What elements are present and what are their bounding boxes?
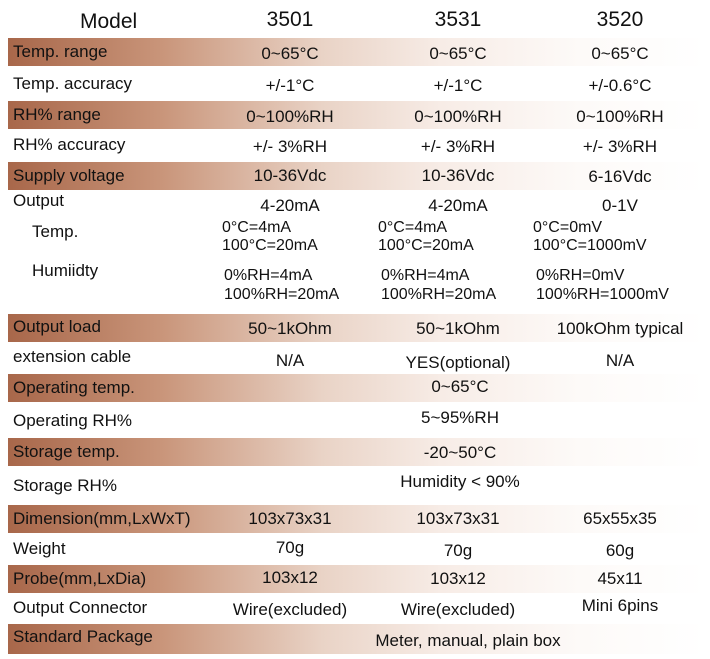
output-label: Output xyxy=(13,191,65,210)
rh-accuracy-row xyxy=(0,132,710,160)
row-label: Operating RH% xyxy=(13,411,133,430)
output-temp-3531-line1: 0°C=4mA xyxy=(378,219,448,236)
output-temp-3501-line2: 100°C=20mA xyxy=(222,237,318,254)
value-3520: Mini 6pins xyxy=(581,596,659,615)
value-3501: 0~65°C xyxy=(261,44,319,63)
row-label: Supply voltage xyxy=(13,166,125,185)
value-3501: 50~1kOhm xyxy=(248,319,332,338)
value-3531: 10-36Vdc xyxy=(421,166,495,185)
output-humidity-3501-line2: 100%RH=20mA xyxy=(224,286,340,303)
value-3531: 0~100%RH xyxy=(414,107,502,126)
value-3501: N/A xyxy=(275,351,305,370)
model-3520-header: 3520 xyxy=(596,8,644,31)
value-3531: 0~65°C xyxy=(429,44,487,63)
value-3520: 0~65°C xyxy=(591,44,649,63)
value-3501: +/-1°C xyxy=(265,76,315,95)
value-3531: 50~1kOhm xyxy=(416,319,500,338)
operating-temp-row xyxy=(0,374,710,402)
value-all-models: 0~65°C xyxy=(431,377,489,396)
temp-range-row xyxy=(0,38,710,66)
output-humidity-3520-line2: 100%RH=1000mV xyxy=(536,286,669,303)
output-temp-3520-line1: 0°C=0mV xyxy=(533,219,603,236)
model-3531-header: 3531 xyxy=(434,8,482,31)
row-label: Output load xyxy=(13,317,101,336)
output-temp-3520-line2: 100°C=1000mV xyxy=(533,237,647,254)
weight-row xyxy=(0,535,710,563)
output-value-3531: 4-20mA xyxy=(428,196,488,215)
value-3520: 45x11 xyxy=(597,569,643,588)
supply-voltage-row xyxy=(0,162,710,190)
rh-range-row xyxy=(0,101,710,129)
row-label: extension cable xyxy=(13,347,132,366)
row-label: Weight xyxy=(13,539,66,558)
value-all-models: Humidity < 90% xyxy=(400,472,520,491)
row-label: Operating temp. xyxy=(13,378,135,397)
output-connector-row xyxy=(0,595,710,623)
output-humidity-3501-line1: 0%RH=4mA xyxy=(224,267,313,284)
extension-cable-row xyxy=(0,344,710,372)
output-humidity-3531-line1: 0%RH=4mA xyxy=(381,267,470,284)
output-temp-label: Temp. xyxy=(32,222,79,241)
value-3501: Wire(excluded) xyxy=(232,600,348,619)
value-3531: 103x73x31 xyxy=(416,509,500,528)
output-humidity-3531-line2: 100%RH=20mA xyxy=(381,286,497,303)
value-3501: 10-36Vdc xyxy=(253,166,327,185)
output-value-3501: 4-20mA xyxy=(260,196,320,215)
model-3501-header: 3501 xyxy=(266,8,314,31)
dimension-row xyxy=(0,505,710,533)
value-3501: 70g xyxy=(275,538,305,557)
value-3501: 0~100%RH xyxy=(246,107,334,126)
value-3520: N/A xyxy=(605,351,635,370)
row-label: Storage temp. xyxy=(13,442,120,461)
row-label: RH% accuracy xyxy=(13,135,126,154)
value-3531: +/-1°C xyxy=(433,76,483,95)
row-label: Standard Package xyxy=(13,627,153,646)
output-humidity-label: Humiidty xyxy=(32,261,99,280)
output-temp-3531-line2: 100°C=20mA xyxy=(378,237,474,254)
value-3520: +/- 3%RH xyxy=(582,137,658,156)
value-3531: 103x12 xyxy=(430,569,486,588)
value-3531: Wire(excluded) xyxy=(400,600,516,619)
row-label: Output Connector xyxy=(13,598,148,617)
row-label: Probe(mm,LxDia) xyxy=(13,569,147,588)
row-label: Temp. range xyxy=(13,42,108,61)
value-3520: 100kOhm typical xyxy=(556,319,684,338)
storage-temp-row xyxy=(0,438,710,466)
storage-rh-row xyxy=(0,469,710,499)
header-row xyxy=(0,4,710,36)
value-3501: 103x12 xyxy=(262,568,318,587)
value-all-models: -20~50°C xyxy=(423,443,497,462)
probe-row xyxy=(0,565,710,593)
row-label: RH% range xyxy=(13,105,101,124)
temp-accuracy-row xyxy=(0,70,710,98)
value-3501: 103x73x31 xyxy=(248,509,332,528)
row-label: Dimension(mm,LxWxT) xyxy=(13,509,191,528)
output-value-3520: 0-1V xyxy=(602,196,638,215)
operating-rh-row xyxy=(0,405,710,435)
value-3520: 6-16Vdc xyxy=(588,167,652,186)
value-3520: 65x55x35 xyxy=(583,509,657,528)
value-3501: +/- 3%RH xyxy=(252,137,328,156)
value-3520: +/-0.6°C xyxy=(588,76,652,95)
output-temp-3501-line1: 0°C=4mA xyxy=(222,219,292,236)
standard-package-row xyxy=(0,624,710,654)
output-load-row xyxy=(0,314,710,342)
value-all-models: Meter, manual, plain box xyxy=(375,631,561,650)
output-humidity-3520-line1: 0%RH=0mV xyxy=(536,267,625,284)
value-3531: YES(optional) xyxy=(405,353,511,372)
value-3531: +/- 3%RH xyxy=(420,137,496,156)
value-3520: 60g xyxy=(605,541,635,560)
row-label: Storage RH% xyxy=(13,476,117,495)
row-label: Temp. accuracy xyxy=(13,74,133,93)
value-3531: 70g xyxy=(443,541,473,560)
value-all-models: 5~95%RH xyxy=(421,408,499,427)
output-block xyxy=(0,190,710,310)
model-header-label: Model xyxy=(80,10,138,33)
value-3520: 0~100%RH xyxy=(576,107,664,126)
